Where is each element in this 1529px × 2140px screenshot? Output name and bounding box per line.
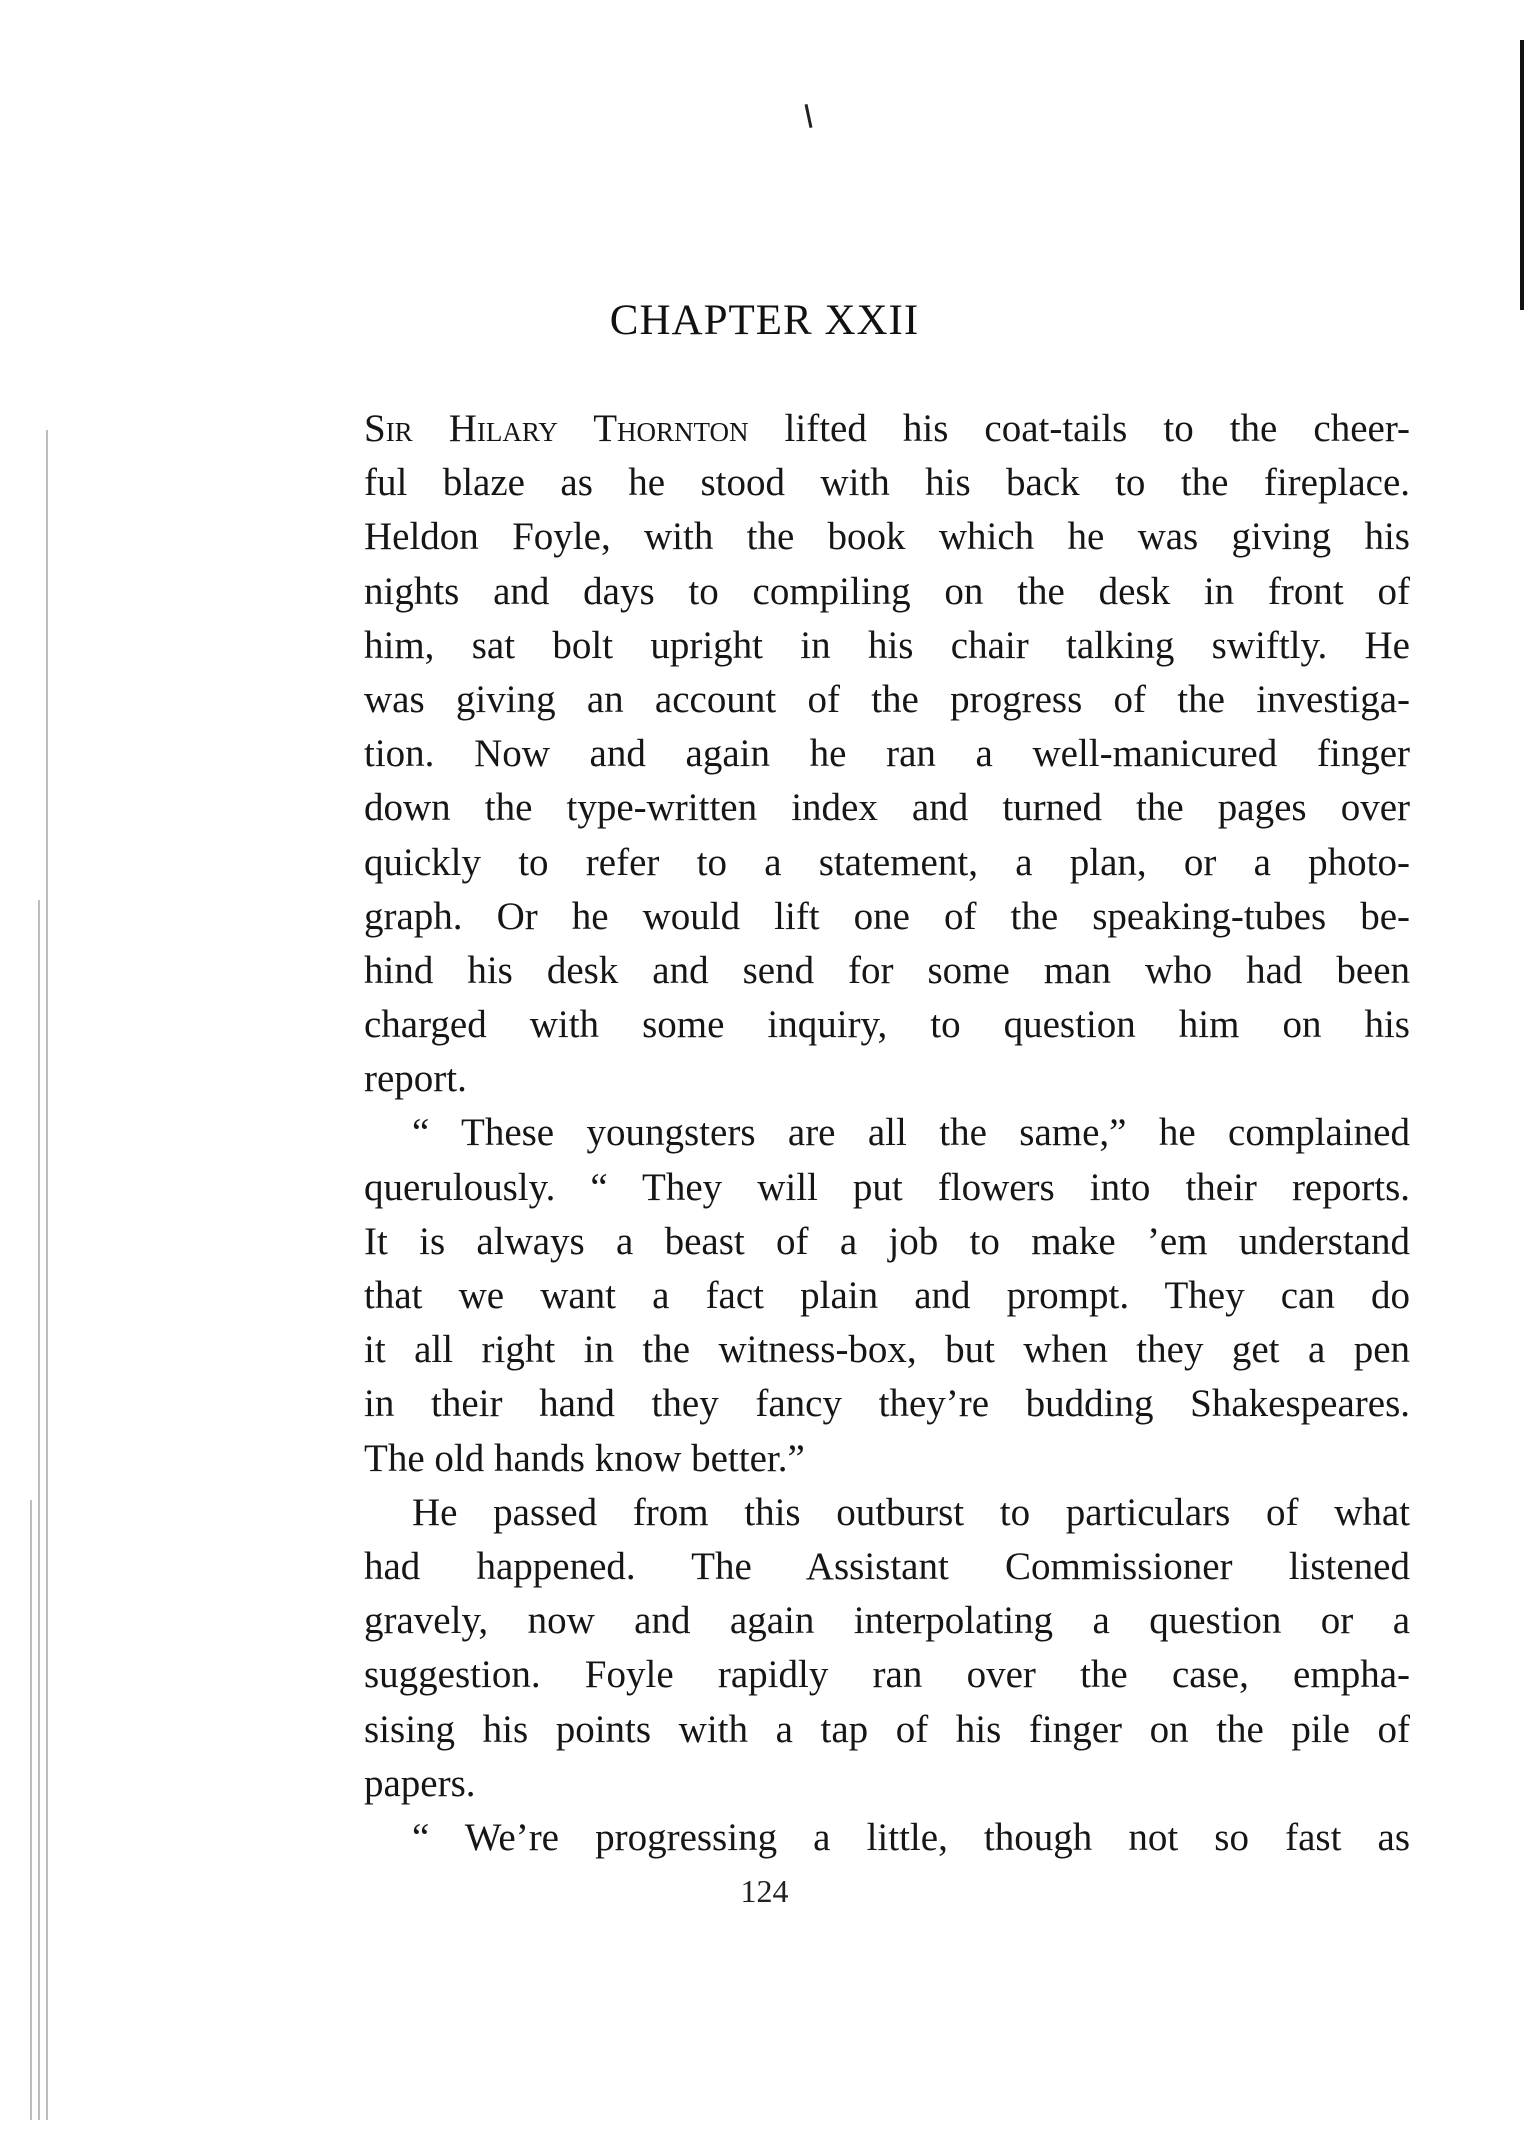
body-text	[364, 402, 1410, 1865]
text-line: sising his points with a tap of his finger on the pile of	[364, 1707, 1410, 1751]
ink-mark	[805, 104, 813, 128]
character-name: Sir Hilary Thornton	[364, 407, 749, 450]
text-line: had happened. The Assistant Commissioner listened	[364, 1544, 1410, 1588]
scan-edge-line	[38, 900, 40, 2120]
scan-edge-line	[46, 430, 48, 2120]
text-line: “ We’re progressing a little, though not so fast as	[412, 1815, 1410, 1859]
text-line: papers.	[364, 1761, 476, 1805]
text-line: graph. Or he would lift one of the speaking-tubes be-	[364, 894, 1410, 938]
text-line: charged with some inquiry, to question him on his	[364, 1003, 1410, 1047]
text-line: tion. Now and again he ran a well-manicured finger	[364, 732, 1410, 776]
text-line: The old hands know better.”	[364, 1436, 805, 1480]
text-line: querulously. “ They will put flowers into their reports.	[364, 1165, 1410, 1209]
text-line	[364, 402, 1410, 456]
text-line: It is always a beast of a job to make ’em understand	[364, 1219, 1410, 1263]
text-line: that we want a fact plain and prompt. They can do	[364, 1274, 1410, 1317]
scan-edge-line	[30, 1500, 32, 2120]
text-line: “ These youngsters are all the same,” he complained	[412, 1111, 1410, 1155]
text-line: was giving an account of the progress of the investiga-	[364, 677, 1410, 721]
text-line: quickly to refer to a statement, a plan, or a photo-	[364, 840, 1410, 884]
text-line: suggestion. Foyle rapidly ran over the case, empha-	[364, 1653, 1410, 1697]
text-line: nights and days to compiling on the desk in front of	[364, 569, 1410, 613]
text-line: ful blaze as he stood with his back to the fireplace.	[364, 461, 1410, 505]
text-line: gravely, now and again interpolating a question or a	[364, 1599, 1410, 1643]
text-line: hind his desk and send for some man who had been	[364, 948, 1410, 992]
chapter-title: CHAPTER XXII	[609, 297, 920, 344]
text-line: in their hand they fancy they’re budding Shakespeares.	[364, 1382, 1410, 1426]
text-line-rest: lifted his coat-tails to the cheer-	[748, 407, 1411, 450]
scan-edge-bar	[1520, 40, 1524, 310]
text-line: Heldon Foyle, with the book which he was giving his	[364, 515, 1410, 559]
text-line: down the type-written index and turned the pages over	[364, 786, 1410, 830]
text-line: He passed from this outburst to particulars of what	[412, 1490, 1410, 1534]
text-line: it all right in the witness-box, but when they get a pen	[364, 1328, 1410, 1372]
page-number: 124	[740, 1873, 789, 1909]
text-line: him, sat bolt upright in his chair talking swiftly. He	[364, 623, 1410, 667]
text-line: report.	[364, 1057, 467, 1101]
